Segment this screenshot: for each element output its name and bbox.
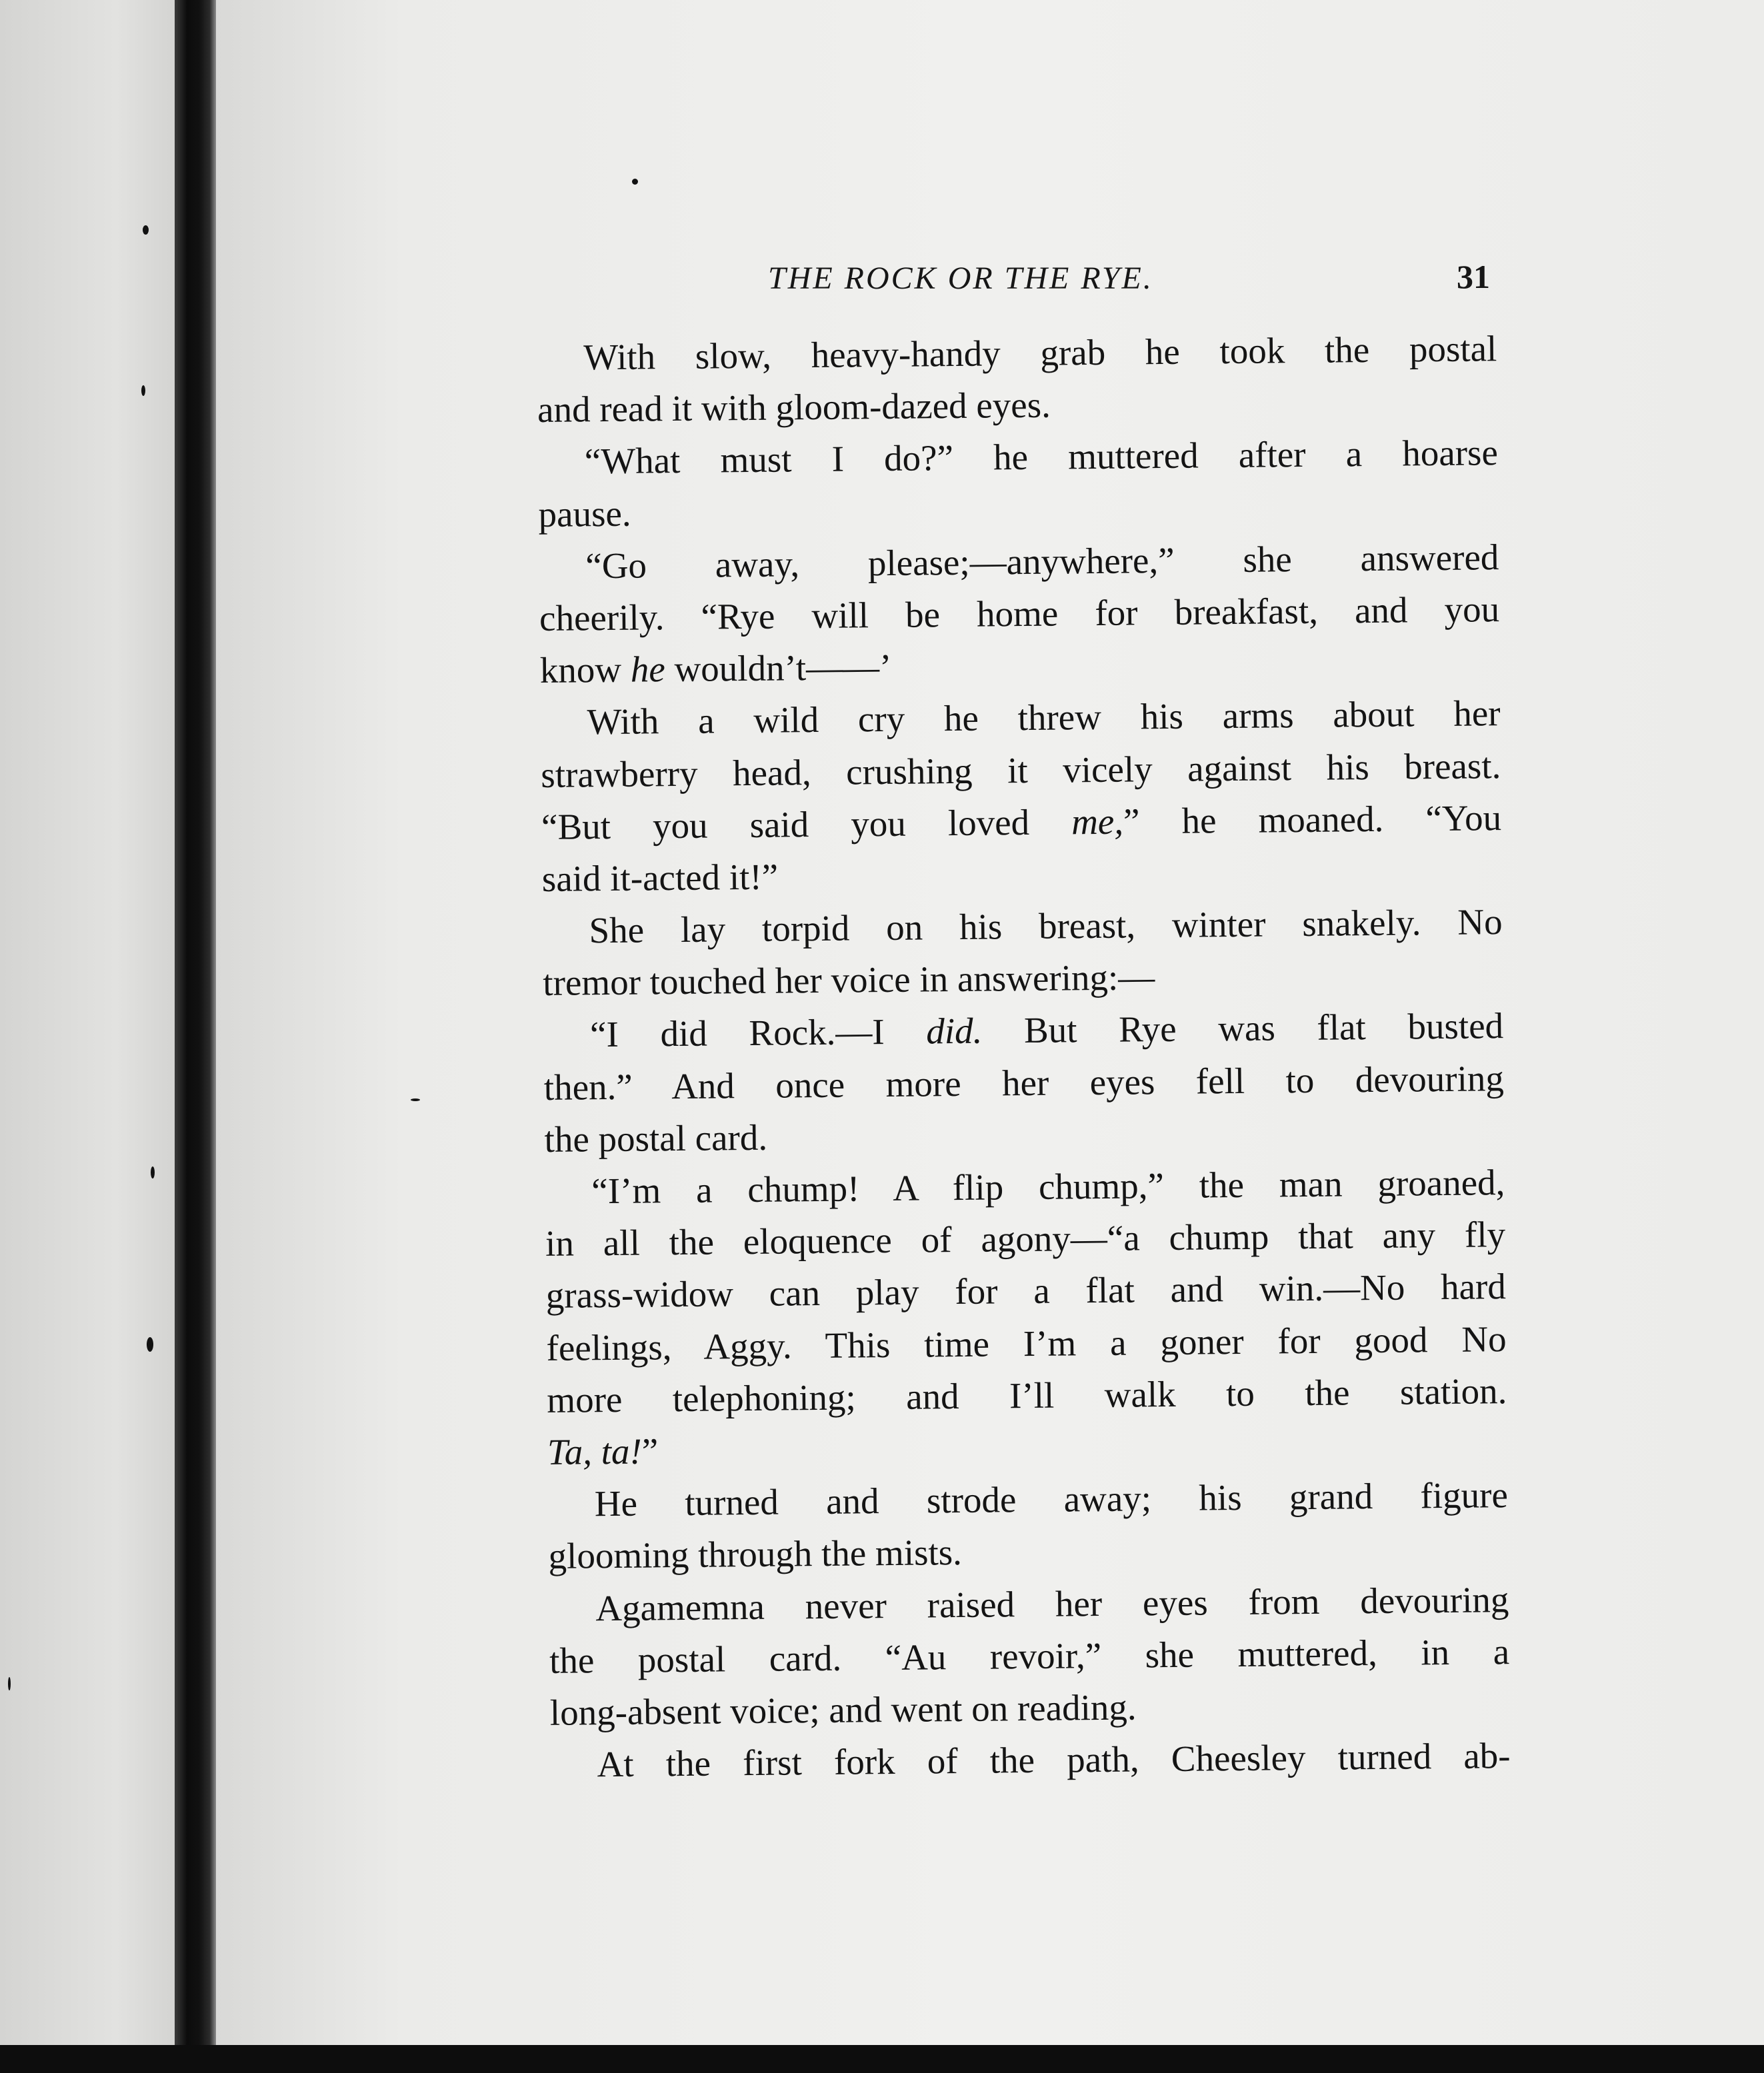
text-line	[543, 1001, 1504, 1062]
text-line: “What must I do?” he muttered after a hoarse	[584, 432, 1499, 482]
page-header	[733, 255, 1490, 301]
scan-speck	[147, 1337, 153, 1352]
italic-text: me,	[1071, 801, 1124, 843]
text-segment: “I did Rock.—I	[589, 1011, 927, 1055]
body-text	[537, 323, 1511, 1791]
bottom-scan-edge	[0, 2045, 1764, 2073]
text-line: and read it with gloom-dazed eyes.	[537, 384, 1051, 431]
text-segment: ”	[641, 1430, 659, 1472]
text-line: glooming through the mists.	[548, 1532, 963, 1577]
text-line: Agamemna never raised her eyes from devouring	[595, 1578, 1509, 1628]
text-line	[540, 635, 1501, 697]
scan-speck	[8, 1677, 11, 1690]
left-gutter	[0, 0, 193, 2073]
text-segment: “But you said you loved	[541, 801, 1072, 847]
italic-text: Ta, ta!	[547, 1430, 643, 1472]
scan-speck	[411, 1098, 420, 1101]
text-line: feelings, Aggy. This time I’m a goner for good No	[546, 1318, 1507, 1368]
text-line: the postal card.	[544, 1116, 768, 1160]
text-line: cheerily. “Rye will be home for breakfast, and you	[539, 589, 1500, 639]
text-segment: wouldn’t——’	[665, 647, 892, 690]
text-line: “I’m a chump! A flip chump,” the man groaned,	[591, 1162, 1505, 1212]
text-line: the postal card. “Au revoir,” she muttered, in a	[549, 1630, 1510, 1681]
text-line: grass-widow can play for a flat and win.—No hard	[545, 1266, 1507, 1316]
scan-speck	[632, 179, 638, 185]
text-line: She lay torpid on his breast, winter snakely. No	[589, 901, 1503, 951]
running-title: THE ROCK OR THE RYE.	[768, 261, 1153, 296]
text-line: long-absent voice; and went on reading.	[549, 1686, 1137, 1733]
text-line	[541, 792, 1502, 853]
text-line: said it-acted it!”	[541, 856, 779, 899]
text-line: At the first fork of the path, Cheesley turned ab-	[597, 1735, 1511, 1785]
scan-speck	[141, 385, 145, 396]
text-line: With a wild cry he threw his arms about her	[587, 693, 1501, 743]
text-line: strawberry head, crushing it vicely against his breast.	[541, 745, 1501, 795]
text-segment: But Rye was flat busted	[982, 1005, 1504, 1052]
italic-text: did.	[926, 1011, 983, 1052]
text-line: With slow, heavy-handy grab he took the postal	[583, 328, 1497, 378]
text-segment: know	[539, 649, 631, 691]
scan-speck	[143, 225, 149, 235]
text-line: more telephoning; and I’ll walk to the station.	[547, 1370, 1507, 1420]
italic-text: he	[630, 649, 666, 690]
page-number: 31	[1457, 258, 1490, 295]
text-line	[547, 1417, 1508, 1478]
text-line: pause.	[538, 493, 631, 535]
scan-speck	[151, 1166, 155, 1178]
text-line: in all the eloquence of agony—“a chump that any fly	[545, 1214, 1506, 1264]
text-line: “Go away, please;—anywhere,” she answered	[585, 536, 1499, 587]
text-line: then.” And once more her eyes fell to devouring	[543, 1057, 1505, 1108]
text-line: tremor touched her voice in answering:—	[543, 957, 1155, 1004]
text-line: He turned and strode away; his grand figure	[594, 1474, 1509, 1524]
book-spine-binding	[175, 0, 216, 2073]
text-segment: ” he moaned. “You	[1123, 797, 1502, 842]
